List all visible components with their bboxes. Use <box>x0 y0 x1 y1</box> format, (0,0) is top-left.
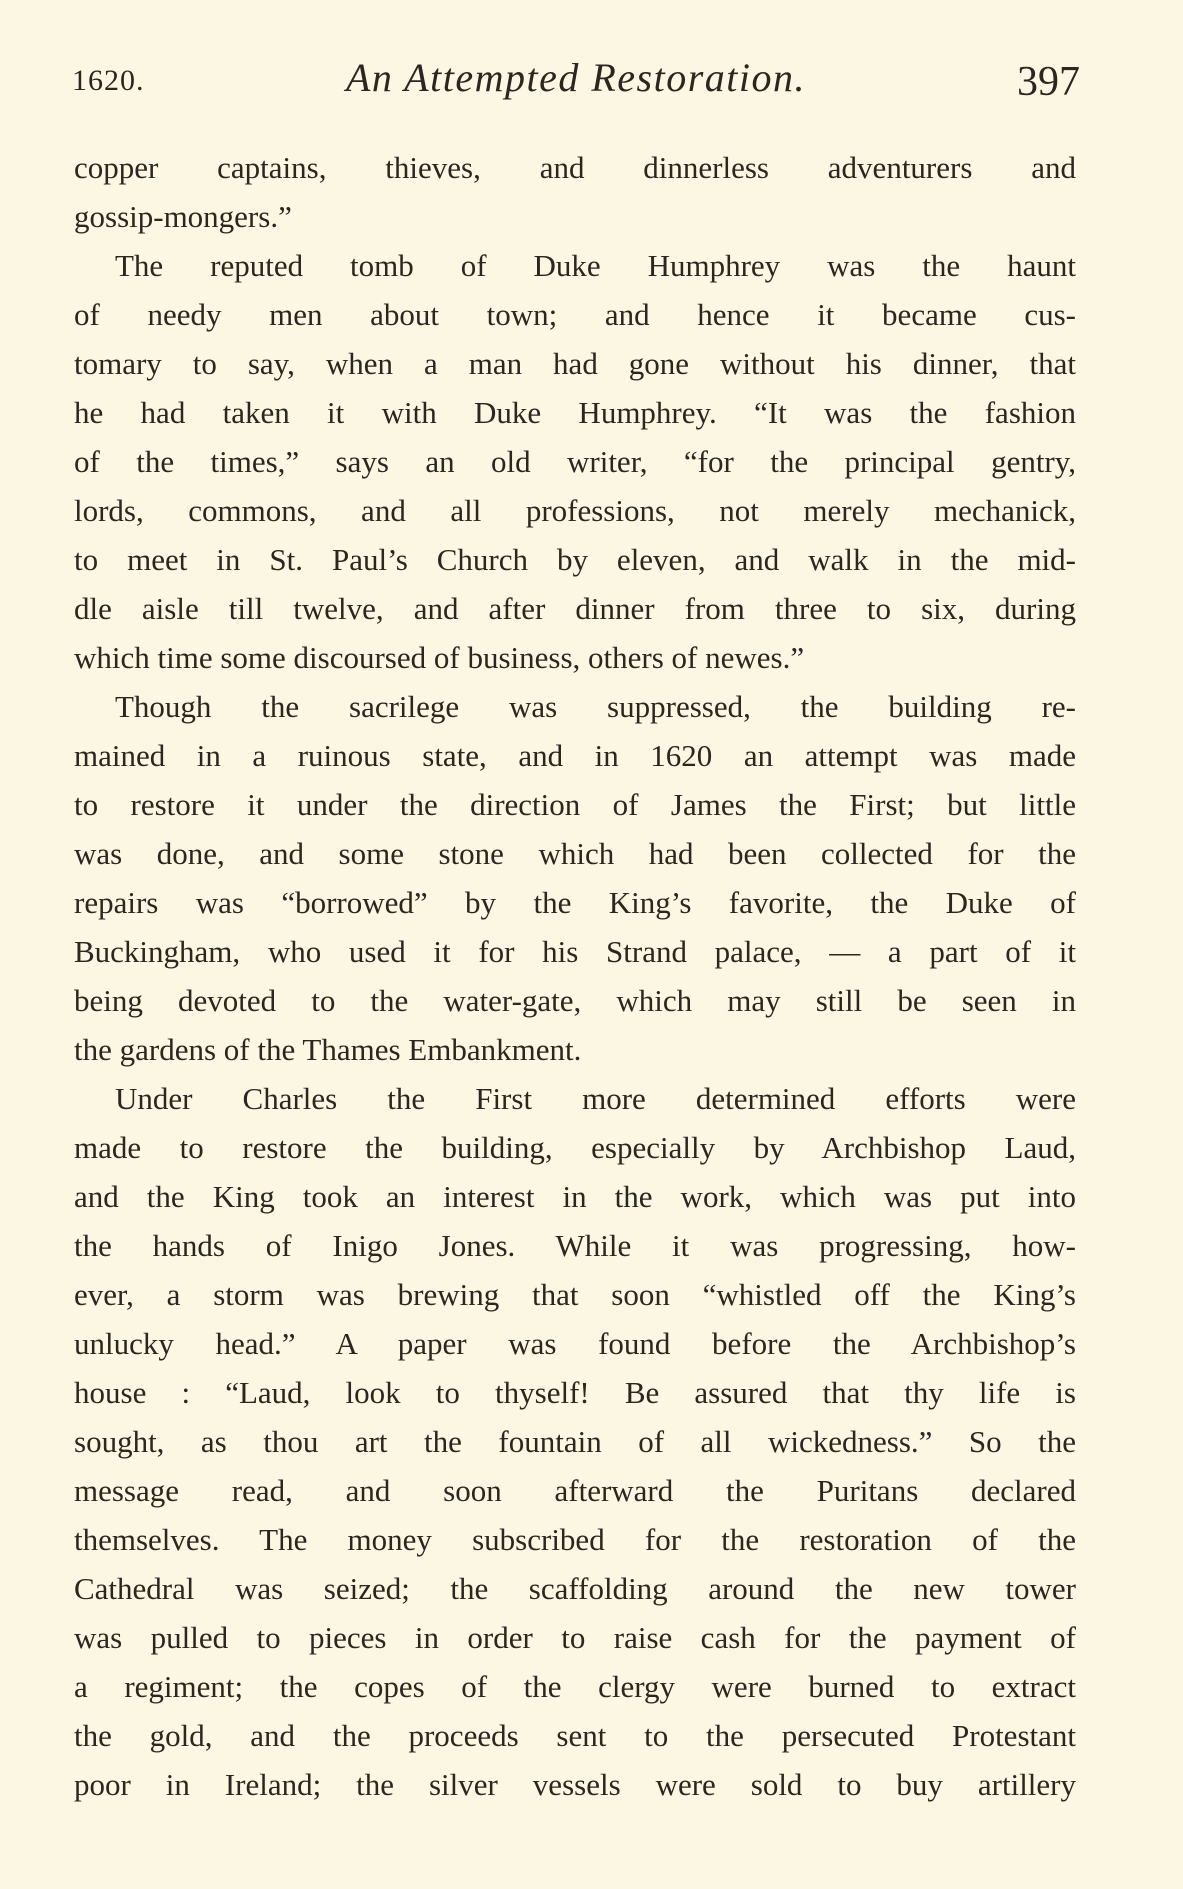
text-line: a regiment; the copes of the clergy were burned to extract <box>74 1669 1076 1704</box>
text-line: being devoted to the water-gate, which may still be seen in <box>74 983 1076 1018</box>
text-line: he had taken it with Duke Humphrey. “It was the fashion <box>74 395 1076 430</box>
body-text <box>74 143 1076 1809</box>
text-line: house : “Laud, look to thyself! Be assured that thy life is <box>74 1375 1076 1410</box>
running-head <box>72 50 1080 110</box>
text-line: themselves. The money subscribed for the restoration of the <box>74 1522 1076 1557</box>
text-line: Under Charles the First more determined efforts were <box>115 1081 1076 1116</box>
text-line: The reputed tomb of Duke Humphrey was the haunt <box>115 248 1076 283</box>
text-line: made to restore the building, especially by Archbishop Laud, <box>74 1130 1076 1165</box>
page-number: 397 <box>1017 59 1080 105</box>
text-line: to meet in St. Paul’s Church by eleven, and walk in the mid- <box>74 542 1076 577</box>
running-head-year: 1620. <box>72 64 145 97</box>
text-line: poor in Ireland; the silver vessels were sold to buy artillery <box>74 1767 1076 1802</box>
text-line: and the King took an interest in the work, which was put into <box>74 1179 1076 1214</box>
text-line: tomary to say, when a man had gone without his dinner, that <box>74 346 1076 381</box>
text-line: of needy men about town; and hence it became cus- <box>74 297 1076 332</box>
text-line: lords, commons, and all professions, not merely mechanick, <box>74 493 1076 528</box>
text-line: message read, and soon afterward the Puritans declared <box>74 1473 1076 1508</box>
text-line: of the times,” says an old writer, “for the principal gentry, <box>74 444 1076 479</box>
text-line: the gardens of the Thames Embankment. <box>74 1032 582 1067</box>
text-line: ever, a storm was brewing that soon “whistled off the King’s <box>74 1277 1076 1312</box>
text-line: which time some discoursed of business, others of newes.” <box>74 640 805 675</box>
text-line: dle aisle till twelve, and after dinner from three to six, during <box>74 591 1076 626</box>
text-line: gossip-mongers.” <box>74 199 292 234</box>
running-head-title: An Attempted Restoration. <box>345 55 807 100</box>
text-line: Buckingham, who used it for his Strand palace, — a part of it <box>74 934 1076 969</box>
text-line: Though the sacrilege was suppressed, the building re- <box>115 689 1076 724</box>
text-line: the hands of Inigo Jones. While it was progressing, how- <box>74 1228 1076 1263</box>
text-line: copper captains, thieves, and dinnerless adventurers and <box>74 150 1076 185</box>
text-line: to restore it under the direction of James the First; but little <box>74 787 1076 822</box>
text-line: Cathedral was seized; the scaffolding around the new tower <box>74 1571 1076 1606</box>
text-line: repairs was “borrowed” by the King’s favorite, the Duke of <box>74 885 1076 920</box>
text-line: was done, and some stone which had been collected for the <box>74 836 1076 871</box>
text-line: mained in a ruinous state, and in 1620 an attempt was made <box>74 738 1076 773</box>
text-line: the gold, and the proceeds sent to the persecuted Protestant <box>74 1718 1076 1753</box>
text-line: sought, as thou art the fountain of all wickedness.” So the <box>74 1424 1076 1459</box>
text-line: unlucky head.” A paper was found before the Archbishop’s <box>74 1326 1076 1361</box>
text-line: was pulled to pieces in order to raise cash for the payment of <box>74 1620 1076 1655</box>
